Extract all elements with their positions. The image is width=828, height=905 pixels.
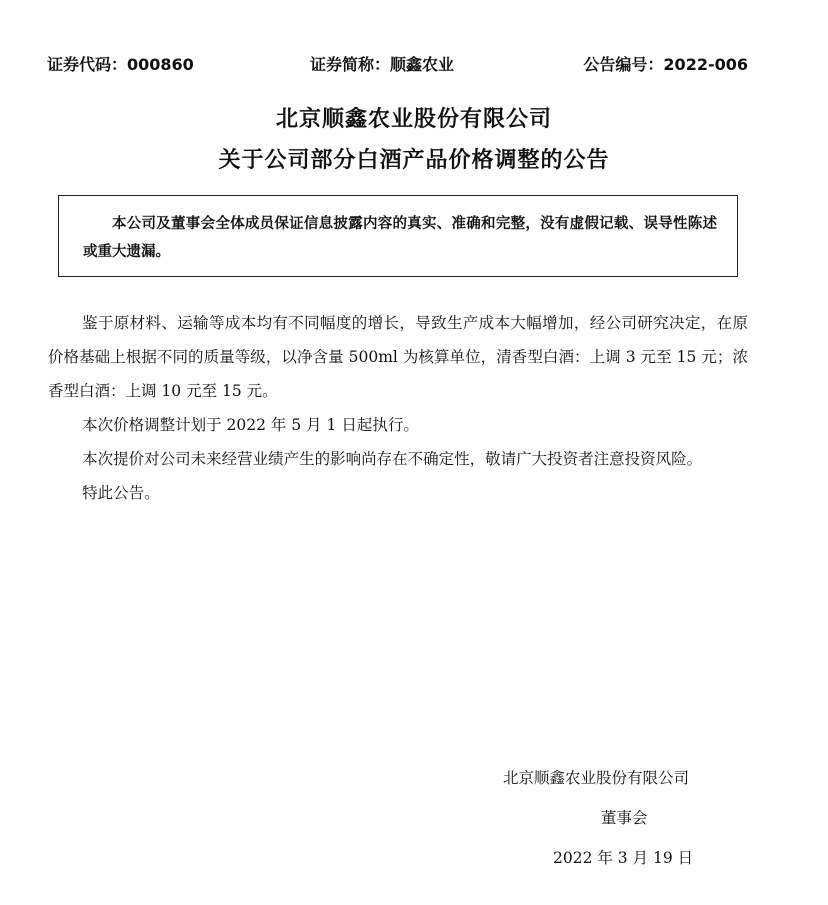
stock-abbreviation: 证券简称：顺鑫农业	[310, 55, 455, 74]
body-paragraph-closing: 特此公告。	[82, 484, 160, 502]
announcement-body	[48, 306, 748, 510]
company-title: 北京顺鑫农业股份有限公司	[275, 107, 552, 132]
disclaimer-box: 本公司及董事会全体成员保证信息披露内容的真实、准确和完整，没有虚假记载、误导性陈述或重大遗漏。	[58, 195, 738, 277]
signature-company: 北京顺鑫农业股份有限公司	[503, 769, 690, 787]
body-paragraph-risk-warning: 本次提价对公司未来经营业绩产生的影响尚存在不确定性，敬请广大投资者注意投资风险。	[82, 450, 703, 468]
stock-code: 证券代码：000860	[47, 55, 194, 74]
announcement-number: 公告编号：2022-006	[583, 55, 748, 74]
signature-date: 2022 年 3 月 19 日	[553, 849, 694, 867]
announcement-title: 关于公司部分白酒产品价格调整的公告	[218, 148, 610, 173]
body-paragraph-effective-date: 本次价格调整计划于 2022 年 5 月 1 日起执行。	[82, 416, 419, 434]
document-header	[0, 52, 828, 78]
signature-board: 董事会	[601, 809, 648, 827]
body-paragraph-price-adjustment: 鉴于原材料、运输等成本均有不同幅度的增长，导致生产成本大幅增加，经公司研究决定，在原价格基础上根据不同的质量等级，以净含量 500ml 为核算单位，清香型白酒：上调 3 元至 15 元；浓香型白酒：上调 10 元至 15 元。	[48, 314, 748, 400]
